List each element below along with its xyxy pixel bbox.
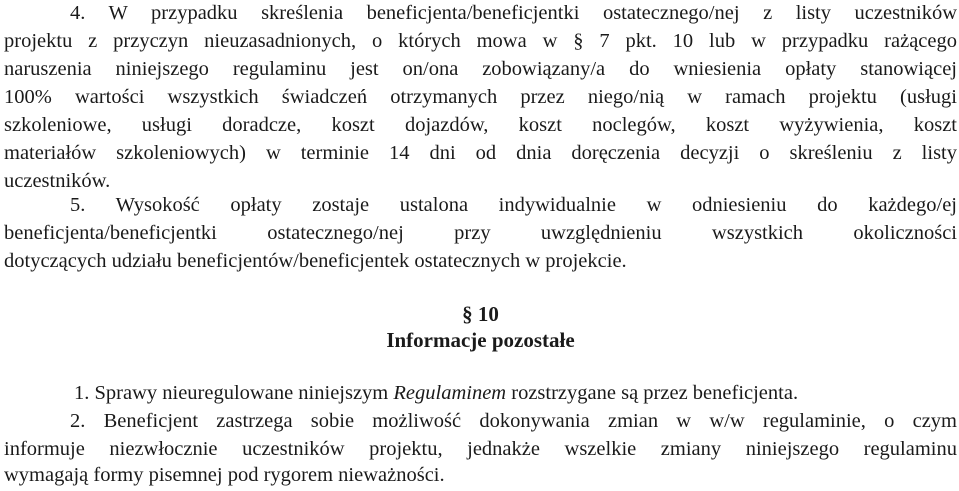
item-2-line-2: informuje niezwłocznie uczestników projektu, jednakże wszelkie zmiany niniejszego regulaminu — [4, 438, 957, 460]
item-4-line-4: 100% wartości wszystkich świadczeń otrzymanych przez niego/nią w ramach projektu (usługi — [4, 86, 957, 108]
section-number: § 10 — [462, 302, 499, 326]
item-1 — [74, 380, 957, 406]
item-2-line-3: wymagają formy pisemnej pod rygorem nieważności. — [4, 464, 445, 486]
item-4-line-6: materiałów szkoleniowych) w terminie 14 dni od dnia doręczenia decyzji o skreśleniu z listy — [4, 142, 957, 164]
item-5-line-2: beneficjenta/beneficjentki ostatecznego/nej przy uwzględnieniu wszystkich okoliczności — [4, 222, 957, 244]
item-4-line-7: uczestników. — [4, 170, 111, 192]
item-4-line-3: naruszenia niniejszego regulaminu jest on/ona zobowiązany/a do wniesienia opłaty stanowiącej — [4, 58, 957, 80]
section-title: Informacje pozostałe — [386, 328, 575, 352]
item-4-line-1: 4. W przypadku skreślenia beneficjenta/beneficjentki ostatecznego/nej z listy uczestników — [70, 2, 957, 24]
item-4-line-2: projektu z przyczyn nieuzasadnionych, o których mowa w § 7 pkt. 10 lub w przypadku rażącego — [4, 30, 957, 52]
item-4-line-5: szkoleniowe, usługi doradcze, koszt dojazdów, koszt noclegów, koszt wyżywienia, koszt — [4, 114, 957, 136]
item-5-line-3: dotyczących udziału beneficjentów/beneficjentek ostatecznych w projekcie. — [4, 250, 627, 272]
item-1-regulation-italic: Regulaminem — [393, 382, 507, 404]
item-2-line-1: 2. Beneficjent zastrzega sobie możliwość dokonywania zmian w w/w regulaminie, o czym — [70, 410, 957, 432]
item-5-line-1: 5. Wysokość opłaty zostaje ustalona indywidualnie w odniesieniu do każdego/ej — [70, 194, 957, 216]
item-1-text-start: 1. Sprawy nieuregulowane niniejszym — [74, 382, 394, 404]
item-1-text-end: rozstrzygane są przez beneficjenta. — [506, 382, 799, 404]
